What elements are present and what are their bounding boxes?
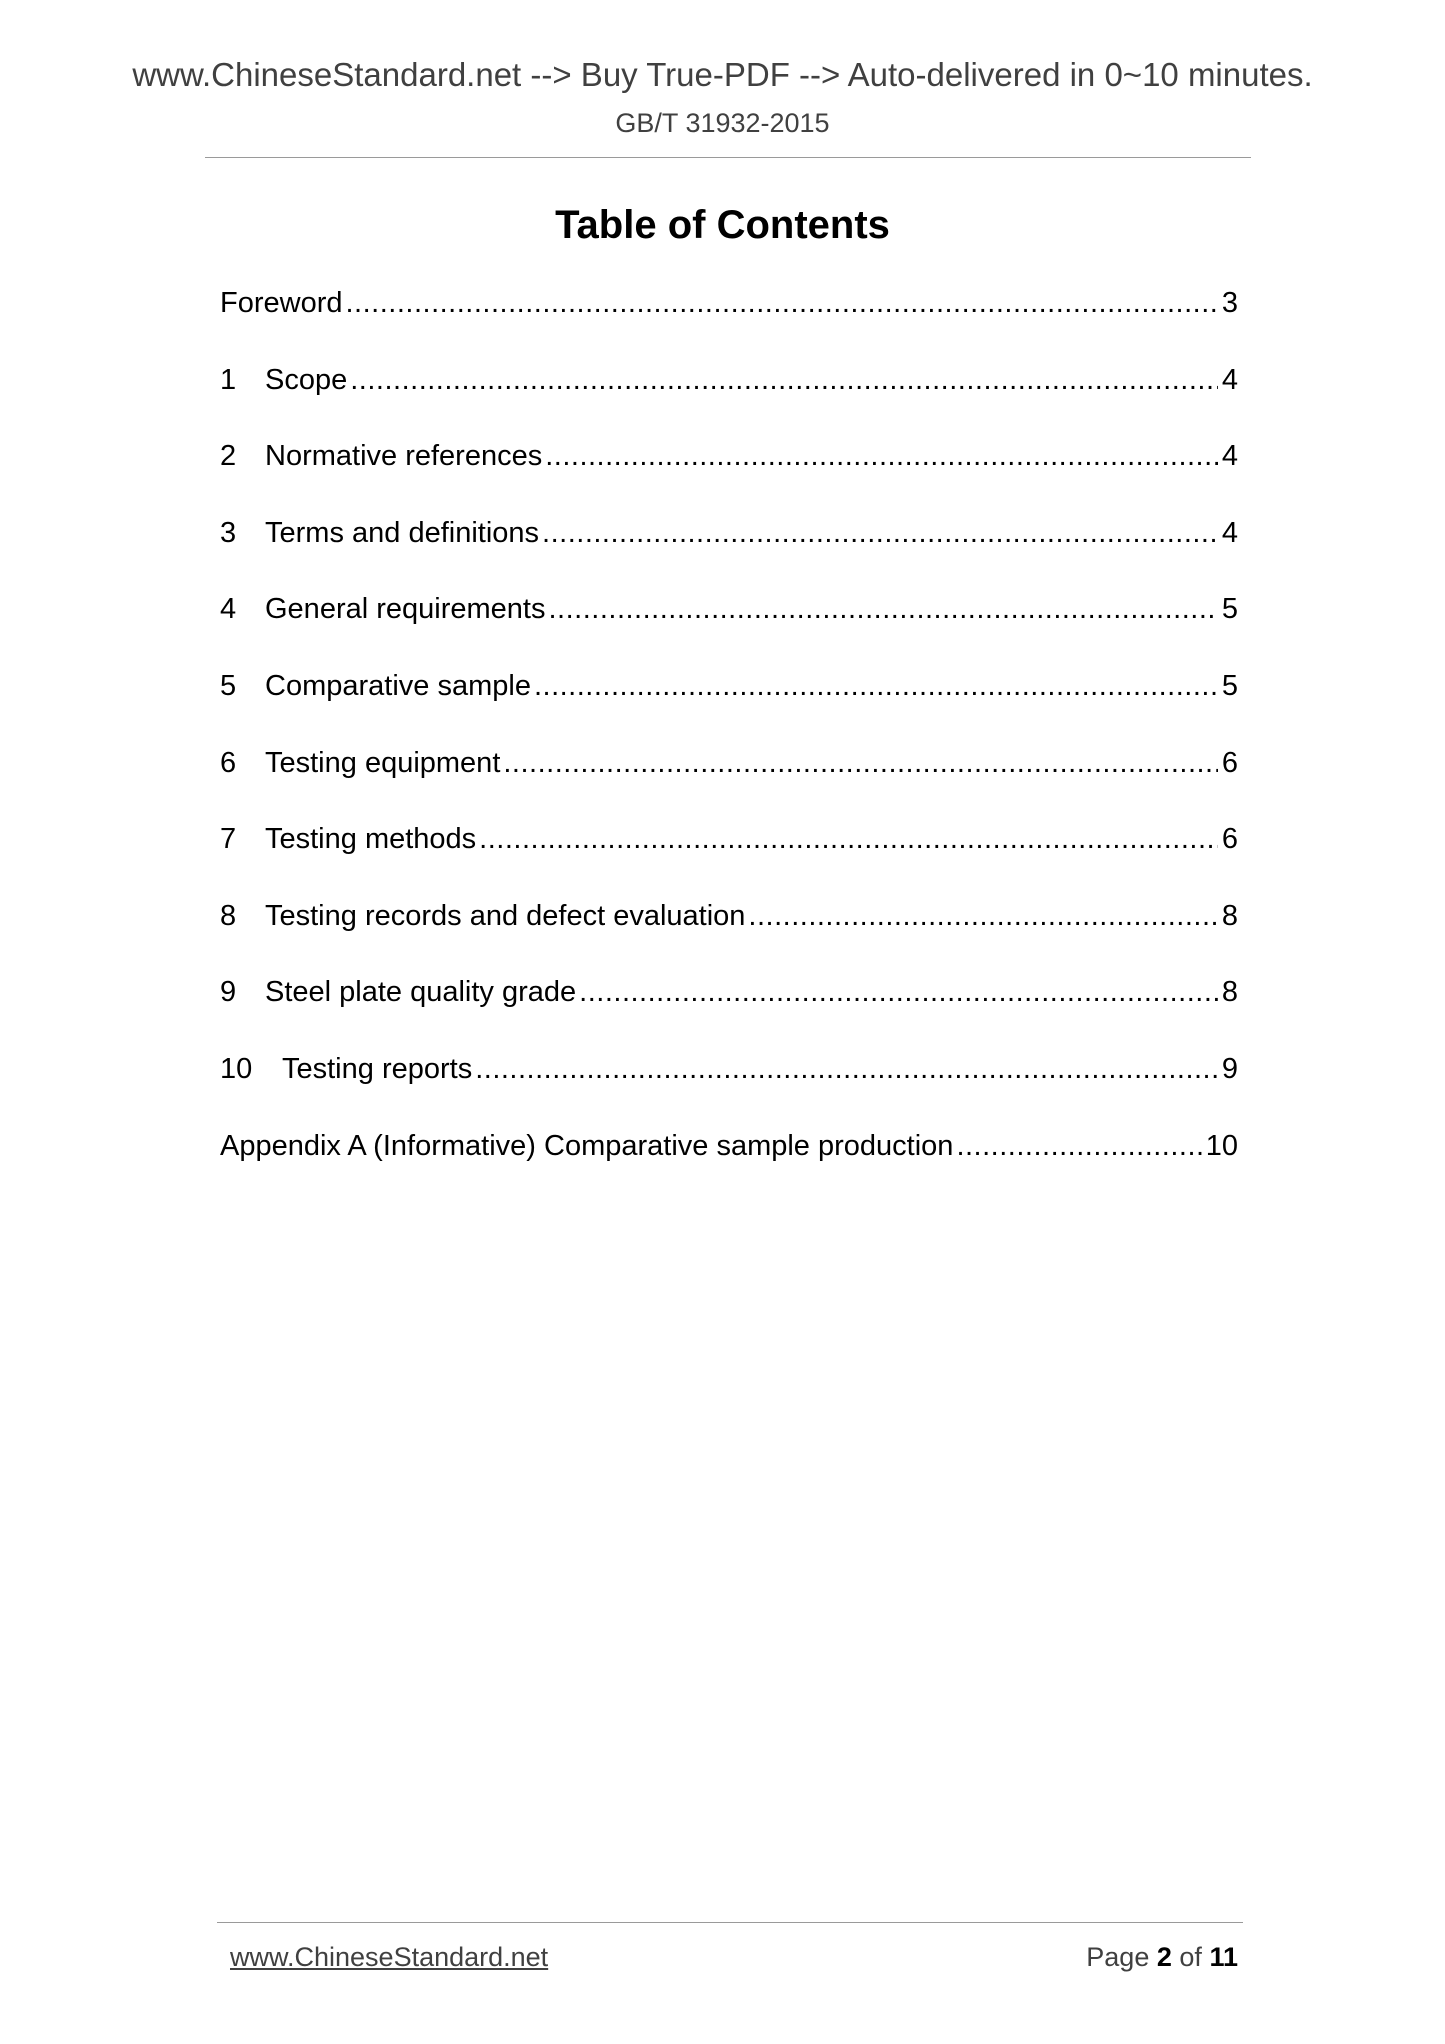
toc-entry-scope[interactable] — [220, 360, 1238, 437]
toc-entry-general-requirements[interactable] — [220, 589, 1238, 666]
toc-leader-dots — [479, 819, 1218, 859]
toc-entry-foreword[interactable] — [220, 283, 1238, 360]
page-label: Page — [1086, 1942, 1150, 1972]
toc-entry-page: 4 — [1221, 363, 1238, 396]
footer-website-link[interactable]: www.ChineseStandard.net — [230, 1942, 549, 1972]
toc-entry-testing-methods[interactable] — [220, 819, 1238, 896]
toc-entry-text: Testing records and defect evaluation — [265, 899, 746, 932]
toc-leader-dots — [748, 896, 1217, 936]
toc-leader-dots — [346, 283, 1218, 323]
toc-entry-text: Testing methods — [265, 823, 477, 856]
toc-entry-page: 5 — [1221, 669, 1238, 702]
toc-entry-page: 3 — [1221, 287, 1238, 319]
toc-list — [220, 283, 1238, 1202]
page-current: 2 — [1156, 1942, 1172, 1972]
toc-entry-text: General requirements — [265, 593, 546, 626]
toc-entry-terms-and-definitions[interactable] — [220, 513, 1238, 590]
toc-entry-text: Scope — [265, 363, 348, 396]
toc-entry-number: 3 — [220, 516, 237, 549]
toc-entry-number: 9 — [220, 976, 237, 1009]
toc-entry-text: Testing equipment — [265, 746, 501, 779]
toc-entry-appendix-a[interactable] — [220, 1126, 1238, 1203]
toc-entry-number: 10 — [220, 1052, 253, 1085]
page-indicator — [1086, 1942, 1238, 1973]
toc-leader-dots — [542, 513, 1218, 553]
toc-entry-text: Normative references — [265, 440, 543, 473]
toc-entry-page: 5 — [1221, 593, 1238, 626]
toc-entry-page: 6 — [1221, 823, 1238, 856]
toc-entry-testing-records[interactable] — [220, 896, 1238, 973]
toc-leader-dots — [579, 972, 1218, 1012]
toc-entry-text: Steel plate quality grade — [265, 976, 577, 1009]
toc-entry-text: Comparative sample — [265, 669, 531, 702]
page-of-label: of — [1179, 1942, 1202, 1972]
toc-entry-testing-equipment[interactable] — [220, 743, 1238, 820]
toc-entry-number: 4 — [220, 593, 237, 626]
toc-entry-text: Foreword — [220, 287, 343, 319]
standard-code: GB/T 31932-2015 — [615, 108, 830, 138]
header-divider — [205, 157, 1251, 158]
toc-entry-text: Testing reports — [282, 1052, 473, 1085]
toc-entry-page: 4 — [1221, 440, 1238, 473]
toc-entry-page: 4 — [1221, 516, 1238, 549]
page-total: 11 — [1209, 1942, 1238, 1972]
toc-entry-number: 7 — [220, 823, 237, 856]
toc-entry-page: 10 — [1205, 1129, 1238, 1162]
toc-entry-quality-grade[interactable] — [220, 972, 1238, 1049]
header-banner: www.ChineseStandard.net --> Buy True-PDF --> Auto-delivered in 0~10 minutes. — [132, 56, 1313, 93]
toc-entry-page: 6 — [1221, 746, 1238, 779]
toc-leader-dots — [350, 360, 1218, 400]
toc-entry-page: 8 — [1221, 899, 1238, 932]
toc-leader-dots — [548, 589, 1217, 629]
toc-leader-dots — [956, 1126, 1201, 1166]
toc-entry-text: Appendix A (Informative) Comparative sample production — [220, 1129, 954, 1162]
toc-entry-number: 5 — [220, 669, 237, 702]
toc-entry-number: 1 — [220, 363, 237, 396]
toc-entry-number: 2 — [220, 440, 237, 473]
toc-leader-dots — [545, 436, 1218, 476]
toc-entry-comparative-sample[interactable] — [220, 666, 1238, 743]
toc-leader-dots — [503, 743, 1217, 783]
footer-divider — [217, 1922, 1243, 1923]
toc-leader-dots — [534, 666, 1218, 706]
toc-entry-page: 9 — [1221, 1052, 1238, 1085]
toc-entry-text: Terms and definitions — [265, 516, 540, 549]
toc-entry-number: 8 — [220, 899, 237, 932]
toc-title: Table of Contents — [555, 203, 890, 247]
toc-entry-normative-references[interactable] — [220, 436, 1238, 513]
toc-entry-number: 6 — [220, 746, 237, 779]
toc-entry-testing-reports[interactable] — [220, 1049, 1238, 1126]
toc-entry-page: 8 — [1221, 976, 1238, 1009]
toc-leader-dots — [475, 1049, 1218, 1089]
